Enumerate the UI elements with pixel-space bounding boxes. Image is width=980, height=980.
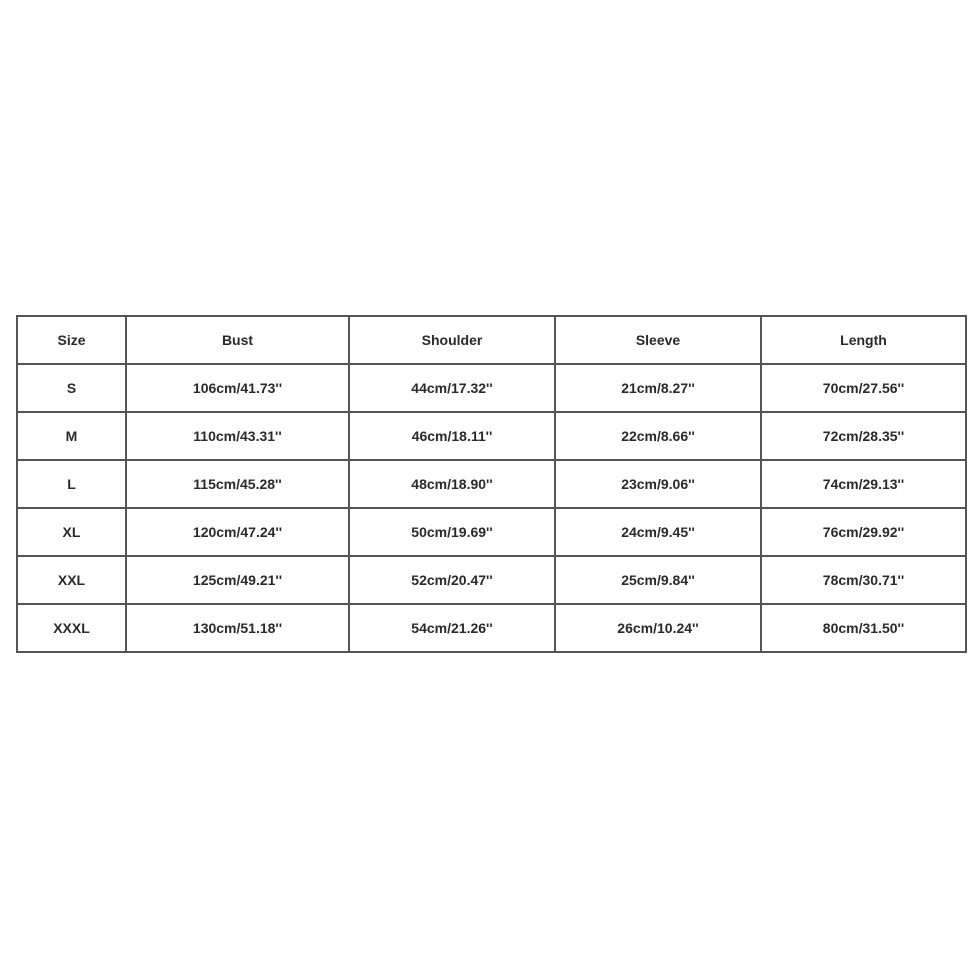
cell-length: 78cm/30.71'' <box>761 556 966 604</box>
cell-sleeve: 25cm/9.84'' <box>555 556 761 604</box>
cell-length: 76cm/29.92'' <box>761 508 966 556</box>
cell-sleeve: 23cm/9.06'' <box>555 460 761 508</box>
table-row <box>17 508 966 556</box>
cell-size: XXXL <box>17 604 126 652</box>
table-header <box>17 316 966 364</box>
header-sleeve: Sleeve <box>555 316 761 364</box>
table-row <box>17 604 966 652</box>
cell-shoulder: 50cm/19.69'' <box>349 508 555 556</box>
cell-bust: 110cm/43.31'' <box>126 412 349 460</box>
cell-bust: 106cm/41.73'' <box>126 364 349 412</box>
cell-sleeve: 26cm/10.24'' <box>555 604 761 652</box>
header-size: Size <box>17 316 126 364</box>
cell-sleeve: 22cm/8.66'' <box>555 412 761 460</box>
table-row <box>17 556 966 604</box>
cell-length: 80cm/31.50'' <box>761 604 966 652</box>
table-row <box>17 412 966 460</box>
cell-bust: 130cm/51.18'' <box>126 604 349 652</box>
cell-size: XXL <box>17 556 126 604</box>
header-bust: Bust <box>126 316 349 364</box>
cell-sleeve: 21cm/8.27'' <box>555 364 761 412</box>
cell-bust: 115cm/45.28'' <box>126 460 349 508</box>
table-row <box>17 460 966 508</box>
cell-shoulder: 48cm/18.90'' <box>349 460 555 508</box>
size-chart-table <box>16 315 967 653</box>
header-shoulder: Shoulder <box>349 316 555 364</box>
cell-size: S <box>17 364 126 412</box>
cell-length: 70cm/27.56'' <box>761 364 966 412</box>
cell-shoulder: 54cm/21.26'' <box>349 604 555 652</box>
cell-length: 74cm/29.13'' <box>761 460 966 508</box>
table-body <box>17 364 966 652</box>
header-length: Length <box>761 316 966 364</box>
cell-shoulder: 52cm/20.47'' <box>349 556 555 604</box>
header-row <box>17 316 966 364</box>
cell-size: M <box>17 412 126 460</box>
cell-length: 72cm/28.35'' <box>761 412 966 460</box>
cell-size: L <box>17 460 126 508</box>
cell-shoulder: 44cm/17.32'' <box>349 364 555 412</box>
cell-bust: 120cm/47.24'' <box>126 508 349 556</box>
table-row <box>17 364 966 412</box>
cell-sleeve: 24cm/9.45'' <box>555 508 761 556</box>
cell-bust: 125cm/49.21'' <box>126 556 349 604</box>
cell-size: XL <box>17 508 126 556</box>
cell-shoulder: 46cm/18.11'' <box>349 412 555 460</box>
